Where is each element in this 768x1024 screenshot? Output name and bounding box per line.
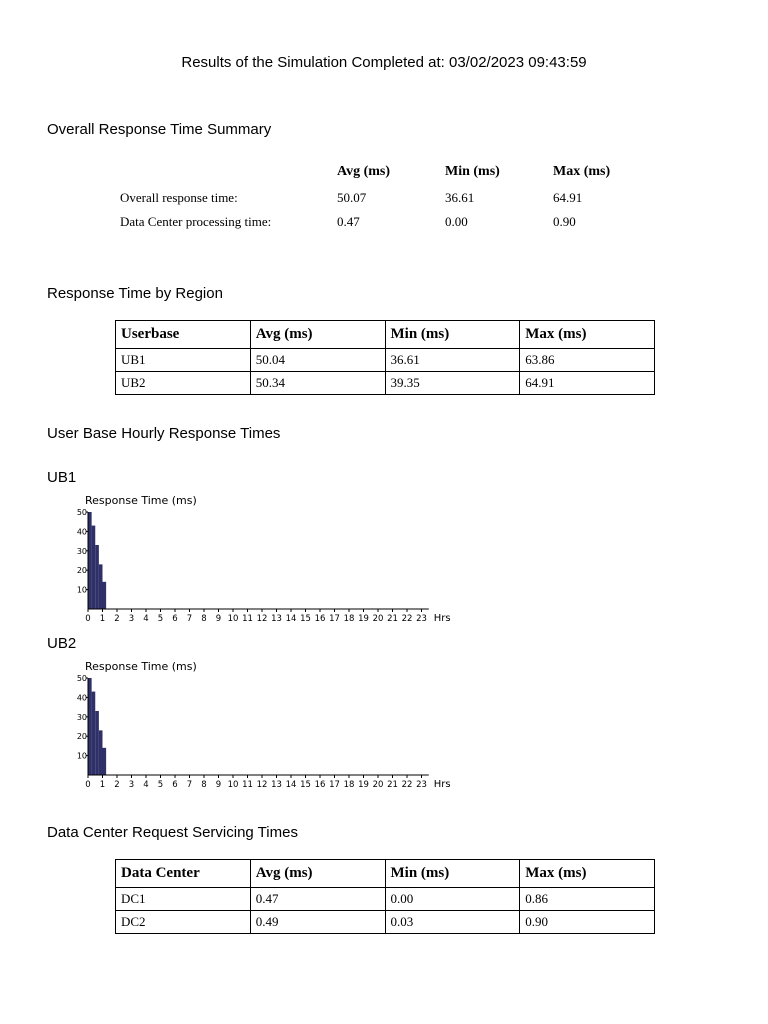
overall-col-max: Max (ms) [553, 164, 611, 179]
table-cell: DC1 [116, 888, 251, 911]
overall-col-avg: Avg (ms) [337, 164, 391, 179]
table-cell: 50.04 [250, 349, 385, 372]
chart-bar [88, 512, 92, 609]
datacenter-heading: Data Center Request Servicing Times [47, 824, 298, 841]
x-tick-label: 15 [300, 780, 311, 790]
x-tick-label: 17 [329, 780, 340, 790]
column-header: Min (ms) [385, 860, 520, 888]
region-table [115, 320, 655, 395]
column-header: Avg (ms) [250, 860, 385, 888]
x-tick-label: 18 [343, 780, 355, 790]
chart-bar [95, 711, 99, 775]
chart-bar [88, 678, 92, 775]
x-tick-label: 2 [114, 780, 120, 790]
table-cell: 36.61 [385, 349, 520, 372]
column-header: Userbase [116, 321, 251, 349]
x-tick-label: 7 [186, 614, 193, 624]
x-tick-label: 17 [329, 614, 340, 624]
x-tick-label: 5 [157, 780, 164, 790]
ub1-label: UB1 [47, 469, 77, 486]
column-header: Max (ms) [520, 321, 655, 349]
x-tick-label: 13 [271, 614, 282, 624]
chart-bar [92, 692, 96, 775]
x-tick-label: 10 [227, 614, 239, 624]
table-cell: 50.34 [250, 372, 385, 395]
chart-title: Response Time (ms) [85, 494, 197, 507]
overall-row-max: 64.91 [553, 190, 583, 205]
table-header-row [116, 321, 655, 349]
y-tick-label: 40 [76, 527, 87, 537]
table-cell: 0.90 [520, 911, 655, 934]
x-tick-label: 16 [314, 614, 326, 624]
x-tick-label: 12 [256, 780, 268, 790]
table-cell: DC2 [116, 911, 251, 934]
x-tick-label: 21 [387, 780, 398, 790]
x-tick-label: 15 [300, 614, 311, 624]
x-tick-label: 16 [314, 780, 326, 790]
x-tick-label: 14 [285, 614, 297, 624]
overall-col-min: Min (ms) [445, 164, 500, 179]
x-axis-label: Hrs [433, 779, 451, 790]
column-header: Avg (ms) [250, 321, 385, 349]
x-tick-label: 20 [372, 614, 384, 624]
overall-row-min: 36.61 [445, 190, 475, 205]
y-tick-label: 20 [76, 732, 87, 742]
y-tick-label: 30 [76, 546, 87, 556]
x-tick-label: 10 [227, 780, 239, 790]
table-row [116, 349, 655, 372]
table-row [116, 911, 655, 934]
column-header: Max (ms) [520, 860, 655, 888]
y-tick-label: 10 [76, 585, 87, 595]
dc-processing-row-avg: 0.47 [337, 214, 360, 229]
x-tick-label: 19 [358, 614, 369, 624]
x-tick-label: 5 [157, 614, 164, 624]
x-tick-label: 14 [285, 780, 297, 790]
table-cell: 0.47 [250, 888, 385, 911]
x-tick-label: 13 [271, 780, 282, 790]
x-tick-label: 2 [114, 614, 120, 624]
x-tick-label: 4 [143, 614, 149, 624]
table-cell: UB1 [116, 349, 251, 372]
x-tick-label: 3 [128, 780, 135, 790]
y-tick-label: 50 [76, 674, 87, 683]
x-axis-label: Hrs [433, 613, 451, 624]
table-cell: 63.86 [520, 349, 655, 372]
x-tick-label: 6 [172, 614, 178, 624]
dc-processing-row-max: 0.90 [553, 214, 576, 229]
region-heading: Response Time by Region [47, 285, 223, 302]
x-tick-label: 22 [401, 614, 413, 624]
x-tick-label: 18 [343, 614, 355, 624]
chart-bar [92, 526, 96, 609]
table-row [116, 888, 655, 911]
column-header: Min (ms) [385, 321, 520, 349]
ub2-response-chart [66, 658, 466, 793]
table-cell: 0.00 [385, 888, 520, 911]
x-tick-label: 7 [186, 780, 193, 790]
y-tick-label: 50 [76, 508, 87, 517]
x-tick-label: 0 [85, 780, 91, 790]
overall-row-avg: 50.07 [337, 190, 367, 205]
table-cell: 39.35 [385, 372, 520, 395]
x-tick-label: 1 [99, 614, 106, 624]
overall-row-label: Overall response time: [120, 190, 238, 205]
table-cell: UB2 [116, 372, 251, 395]
chart-title: Response Time (ms) [85, 660, 197, 673]
table-cell: 0.49 [250, 911, 385, 934]
chart-bar [103, 748, 107, 775]
page-title: Results of the Simulation Completed at: 03/02/2023 09:43:59 [181, 54, 587, 71]
x-tick-label: 6 [172, 780, 178, 790]
table-cell: 64.91 [520, 372, 655, 395]
x-tick-label: 22 [401, 780, 413, 790]
x-tick-label: 12 [256, 614, 268, 624]
dc-processing-row-label: Data Center processing time: [120, 214, 272, 229]
x-tick-label: 11 [242, 614, 253, 624]
x-tick-label: 4 [143, 780, 149, 790]
ub2-label: UB2 [47, 635, 77, 652]
hourly-heading: User Base Hourly Response Times [47, 425, 281, 442]
x-tick-label: 23 [416, 780, 427, 790]
datacenter-table [115, 859, 655, 934]
x-tick-label: 9 [215, 614, 222, 624]
x-tick-label: 23 [416, 614, 427, 624]
table-row [116, 372, 655, 395]
x-tick-label: 20 [372, 780, 384, 790]
x-tick-label: 21 [387, 614, 398, 624]
y-tick-label: 30 [76, 712, 87, 722]
x-tick-label: 0 [85, 614, 91, 624]
chart-bar [99, 564, 103, 609]
x-tick-label: 3 [128, 614, 135, 624]
y-tick-label: 10 [76, 751, 87, 761]
overall-summary-heading: Overall Response Time Summary [47, 121, 272, 138]
x-tick-label: 19 [358, 780, 369, 790]
chart-bar [99, 730, 103, 775]
chart-bar [103, 582, 107, 609]
y-tick-label: 40 [76, 693, 87, 703]
table-cell: 0.86 [520, 888, 655, 911]
x-tick-label: 11 [242, 780, 253, 790]
y-tick-label: 20 [76, 566, 87, 576]
table-cell: 0.03 [385, 911, 520, 934]
column-header: Data Center [116, 860, 251, 888]
ub1-response-chart [66, 492, 466, 627]
x-tick-label: 8 [201, 614, 207, 624]
table-header-row [116, 860, 655, 888]
x-tick-label: 8 [201, 780, 207, 790]
dc-processing-row-min: 0.00 [445, 214, 468, 229]
x-tick-label: 9 [215, 780, 222, 790]
chart-bar [95, 545, 99, 609]
x-tick-label: 1 [99, 780, 106, 790]
